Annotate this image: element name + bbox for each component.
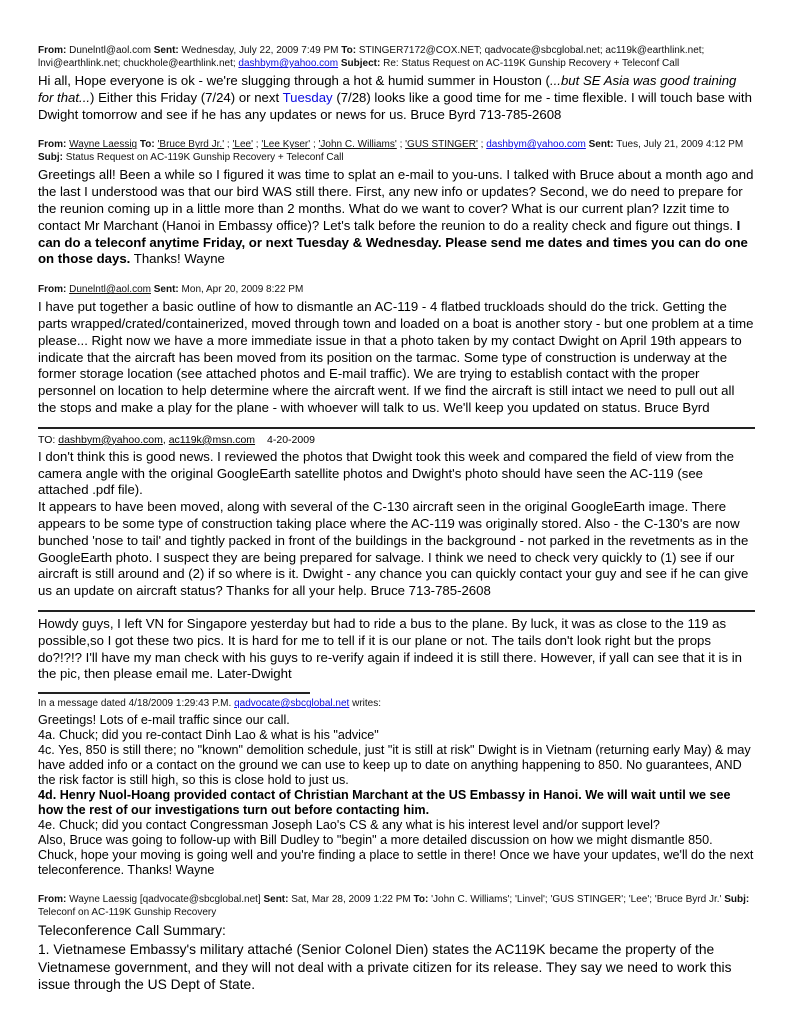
summary-item: 1. Vietnamese Embassy's military attaché (Senior Colonel Dien) states the AC119K became the property of the Vietnamese government, and they will not deal with a private citizen for its release. They say we need to work this issue through the US Dept of State. bbox=[38, 942, 732, 992]
recipient-name: 'Lee Kyser' bbox=[261, 139, 311, 151]
sent-value: Sat, Mar 28, 2009 1:22 PM bbox=[291, 894, 411, 906]
paragraph: Chuck, hope your moving is going well and you're finding a place to settle in there! Once we have your updates, we'll do the next teleconference. Thanks! Wayne bbox=[38, 848, 754, 878]
section-divider bbox=[38, 610, 755, 612]
separator: ; bbox=[396, 139, 406, 151]
sent-label: Sent: bbox=[263, 894, 289, 906]
subj-value: Status Request on AC-119K Gunship Recovery + Teleconf Call bbox=[65, 152, 344, 164]
paragraph: Greetings! Lots of e-mail traffic since our call. bbox=[38, 713, 290, 728]
to-recipients: STINGER7172@COX.NET; qadvocate@sbcglobal.net; ac119k@earthlink.net; lnvi@earthlink.net; chuckhole@earthlink.net; bbox=[38, 45, 705, 69]
subj-label: Subj: bbox=[38, 152, 63, 164]
recipient-name: 'John C. Williams' bbox=[318, 139, 397, 151]
email-7-body bbox=[38, 922, 755, 993]
from-address: Dunelntl@aol.com bbox=[69, 45, 151, 56]
intro-text: writes: bbox=[349, 698, 381, 710]
paragraph: Also, Bruce was going to follow-up with Bill Dudley to "begin" a more detailed discussion on how we might dismantle 850. bbox=[38, 833, 713, 848]
section-divider bbox=[38, 427, 755, 429]
email-5 bbox=[38, 616, 755, 683]
teleconference-summary-title: Teleconference Call Summary: bbox=[38, 923, 226, 939]
body-text: Hi all, Hope everyone is ok - we're slugging through a hot & humid summer in Houston ( bbox=[38, 73, 550, 88]
separator: ; bbox=[252, 139, 262, 151]
email-7-header bbox=[38, 893, 755, 919]
paragraph: 4e. Chuck; did you contact Congressman Joseph Lao's CS & any what is his interest level and/or support level? bbox=[38, 818, 660, 833]
to-recipients: 'John C. Williams'; 'Linvel'; 'GUS STINGER'; 'Lee'; 'Bruce Byrd Jr.' bbox=[431, 894, 722, 906]
from-address: Dunelntl@aol.com bbox=[69, 284, 151, 296]
paragraph: 4a. Chuck; did you re-contact Dinh Lao & what is his "advice" bbox=[38, 728, 379, 743]
paragraph: I have put together a basic outline of how to dismantle an AC-119 - 4 flatbed truckloads should do the trick. Getting the parts wrapped/crated/containerized, moved through town and loaded on a boat is another story - but one problem at a time please... Right now we have a more immediate issue in that a photo taken by my contact Dwight on April 19th appears to indicate that the aircraft has been moved from its position on the tarmac. Some type of construction is underway at the former storage location (see attached photos and E-mail traffic). We are trying to establish contact with the proper personnel on location to help determine where the aircraft went. If we find the aircraft is still intact we need to pull out all the stops and make a play for the plane - with whoever will talk to us. We'll keep you updated on status. Bruce Byrd bbox=[38, 299, 754, 415]
subj-value: Teleconf on AC-119K Gunship Recovery bbox=[38, 907, 217, 919]
subject-label: Subject: bbox=[340, 58, 381, 69]
from-label: From: bbox=[38, 45, 67, 56]
subj-label: Subj: bbox=[724, 894, 750, 906]
paragraph: Howdy guys, I left VN for Singapore yesterday but had to ride a bus to the plane. By luck, it was as close to the 119 as possible,so I got these two pics. It is hard for me to tell if it is our plane or not. The tails don't look right but the props do?!?!? I'll have my man check with his guys to re-verify again if indeed it is still there. However, if yall can see that it is in the pic, then please email me. Later-Dwight bbox=[38, 615, 742, 682]
email-3-header bbox=[38, 283, 755, 296]
sent-value: Wednesday, July 22, 2009 7:49 PM bbox=[181, 45, 339, 56]
date-stamp: 4-20-2009 bbox=[267, 433, 315, 446]
paragraph: I don't think this is good news. I reviewed the photos that Dwight took this week and compared the field of view from the camera angle with the original GoogleEarth satellite photos and Dwight's photo should have seen the AC-119 (see attached .pdf file). bbox=[38, 448, 734, 498]
body-text: ) Either this Friday (7/24) or next bbox=[90, 89, 283, 105]
email-link-qadvocate[interactable]: qadvocate@sbcglobal.net bbox=[234, 698, 350, 710]
from-label: From: bbox=[38, 284, 67, 296]
email-4-body bbox=[38, 449, 755, 600]
body-text: (7/28) looks like a good time for me - time flexible. I will touch base with Dwight tomorrow and see if he has any updates or news for us. Bruce Byrd 713-785-2608 bbox=[38, 89, 752, 122]
recipient-name: 'GUS STINGER' bbox=[405, 139, 478, 151]
email-1 bbox=[38, 44, 755, 123]
intro-text: In a message dated 4/18/2009 1:29:43 P.M. bbox=[38, 698, 235, 710]
separator: ; bbox=[310, 139, 319, 151]
email-5-body bbox=[38, 616, 755, 683]
to-label: To: bbox=[341, 45, 357, 56]
italic-aside: ...but SE Asia was good training for that... bbox=[38, 73, 737, 105]
from-address: Wayne Laessig [qadvocate@sbcglobal.net] bbox=[69, 894, 261, 906]
recipient-name: 'Lee' bbox=[232, 139, 253, 151]
body-text: Thanks! Wayne bbox=[130, 251, 225, 267]
paragraph: 4c. Yes, 850 is still there; no "known" demolition schedule, just "it is still at risk" Dwight is in Vietnam (returning early May) & may have added info or a contact on the ground we can use to keep up to date on anything happening to 850. No guarantees, AND the risk factor is still high, so this is close hold to just us. bbox=[38, 743, 751, 788]
from-label: From: bbox=[38, 139, 67, 151]
separator: ; bbox=[477, 139, 487, 151]
email-link-dashbym[interactable]: dashbym@yahoo.com bbox=[58, 433, 163, 446]
email-4-header bbox=[38, 433, 755, 447]
separator: , bbox=[162, 433, 169, 446]
recipient-name: 'Bruce Byrd Jr.' bbox=[157, 139, 225, 151]
email-3 bbox=[38, 283, 755, 417]
subject-value: Re: Status Request on AC-119K Gunship Recovery + Teleconf Call bbox=[383, 58, 680, 69]
email-link-dashbym[interactable]: dashbym@yahoo.com bbox=[486, 139, 586, 151]
email-7 bbox=[38, 893, 755, 993]
email-3-body bbox=[38, 299, 755, 417]
body-text: Greetings all! Been a while so I figured it was time to splat an e-mail to you-uns. I talked with Bruce about a month ago and the last I understood was that our bird WAS still there. First, any new info or updates? Second, we do need to prepare for the reunion coming up in a little more than 2 months. What do we want to cover? What is our current plan? Izzit time to contact Mr Marchant (Hanoi in Embassy office)? Let's talk before the reunion to do a reality check and figure out things. bbox=[38, 167, 754, 233]
email-2 bbox=[38, 138, 755, 268]
paragraph bbox=[38, 73, 755, 123]
paragraph bbox=[38, 167, 755, 268]
sent-label: Sent: bbox=[153, 284, 179, 296]
separator: ; bbox=[224, 139, 233, 151]
sender-name: Wayne Laessig bbox=[69, 139, 138, 151]
email-1-body bbox=[38, 73, 755, 123]
bold-teleconf-request: I can do a teleconf anytime Friday, or next Tuesday & Wednesday. Please send me dates and times you can do one on those days. bbox=[38, 217, 748, 267]
email-4 bbox=[38, 433, 755, 600]
email-1-header bbox=[38, 44, 755, 70]
email-6-body bbox=[38, 713, 755, 878]
from-label: From: bbox=[38, 894, 67, 906]
sent-value: Mon, Apr 20, 2009 8:22 PM bbox=[181, 284, 304, 296]
sent-value: Tues, July 21, 2009 4:12 PM bbox=[616, 139, 744, 151]
to-label: TO: bbox=[38, 433, 56, 446]
to-label: To: bbox=[139, 139, 155, 151]
email-2-body bbox=[38, 167, 755, 268]
to-label: To: bbox=[413, 894, 429, 906]
paragraph-bold-marchant: 4d. Henry Nuol-Hoang provided contact of Christian Marchant at the US Embassy in Hanoi. We will wait until we see how the rest of our investigations turn out before contacting him. bbox=[38, 788, 731, 818]
paragraph: It appears to have been moved, along with several of the C-130 aircraft seen in the original GoogleEarth image. There appears to be some type of construction taking place where the AC-119 was originally stored. Also - the C-130's are now bunched 'nose to tail' and tightly packed in front of the buildings in the background - not parked in the revetments as in the GoogleEarth photo. I suspect they are being prepared for salvage. I think we need to check very quickly to (1) see if our aircraft is still around and (2) if so where is it. Dwight - any chance you can quickly contact your guy and see if he can give us an update on aircraft status? Thanks for all your help. Bruce 713-785-2608 bbox=[38, 499, 749, 599]
sent-label: Sent: bbox=[588, 139, 614, 151]
email-link-dashbym[interactable]: dashbym@yahoo.com bbox=[238, 58, 339, 69]
hyperlink-tuesday[interactable]: Tuesday bbox=[282, 89, 333, 105]
quoted-message-divider bbox=[38, 692, 310, 694]
sent-label: Sent: bbox=[153, 45, 179, 56]
email-2-header bbox=[38, 138, 755, 164]
email-6 bbox=[38, 697, 755, 878]
email-link-ac119k[interactable]: ac119k@msn.com bbox=[168, 433, 256, 446]
quoted-message-intro bbox=[38, 697, 755, 710]
